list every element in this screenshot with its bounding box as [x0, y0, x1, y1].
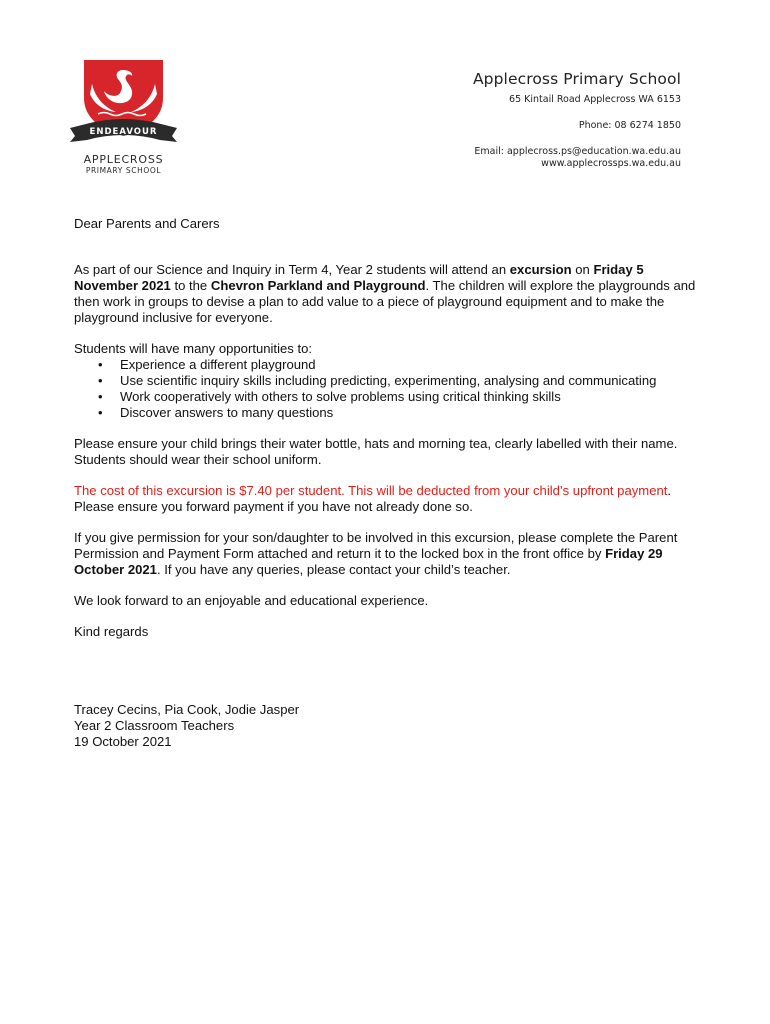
letter-date: 19 October 2021: [74, 734, 172, 749]
school-address: 65 Kintail Road Applecross WA 6153: [509, 94, 681, 105]
crest-year: 1905: [114, 142, 133, 150]
intro-text: on: [571, 262, 594, 277]
permission-paragraph: [74, 530, 704, 578]
list-item: • Experience a different playground: [120, 357, 704, 373]
opportunities-list: [74, 357, 704, 421]
closing-paragraph: We look forward to an enjoyable and educational experience.: [74, 593, 429, 608]
signatory-names: Tracey Cecins, Pia Cook, Jodie Jasper: [74, 702, 300, 717]
excursion-date: Friday 5 November 2021: [74, 262, 644, 293]
intro-text: to the: [170, 278, 211, 293]
cost-notice: The cost of this excursion is $7.40 per student. This will be deducted from your child’s upfront payment: [74, 483, 668, 498]
school-contact-block: [473, 70, 681, 170]
excursion-emphasis: excursion: [509, 262, 572, 277]
closing-regards: Kind regards: [74, 624, 149, 639]
signature-block: [74, 702, 704, 750]
signatory-role: Year 2 Classroom Teachers: [74, 718, 235, 733]
bring-items-paragraph: Please ensure your child brings their water bottle, hats and morning tea, clearly labelled with their name. Students should wear their school uniform.: [74, 436, 678, 467]
school-email: Email: applecross.ps@education.wa.edu.au: [474, 146, 681, 157]
crest-name-line1: APPLECROSS: [83, 153, 164, 166]
opportunities-intro: Students will have many opportunities to:: [74, 341, 313, 356]
permission-text: If you give permission for your son/daughter to be involved in this excursion, please complete the Parent Permission and Payment Form attached and return it to the locked box in the front office by: [74, 530, 678, 561]
intro-text: As part of our Science and Inquiry in Term 4, Year 2 students will attend an: [74, 262, 510, 277]
cost-paragraph: [74, 483, 704, 515]
list-item: • Use scientific inquiry skills including predicting, experimenting, analysing and communicating: [120, 373, 704, 389]
school-website: www.applecrossps.wa.edu.au: [541, 158, 681, 169]
payment-note: . Please ensure you forward payment if you have not already done so.: [74, 483, 672, 514]
crest-name-line2: PRIMARY SCHOOL: [85, 166, 162, 175]
intro-text: . The children will explore the playgrounds and then work in groups to devise a plan to add value to a piece of playground equipment and to make the playground inclusive for everyone.: [74, 278, 696, 325]
school-phone: Phone: 08 6274 1850: [578, 120, 681, 131]
permission-text: . If you have any queries, please contact your child’s teacher.: [156, 562, 511, 577]
excursion-location: Chevron Parkland and Playground: [210, 278, 426, 293]
intro-paragraph: [74, 262, 704, 326]
school-crest-logo: [66, 56, 181, 176]
list-item: • Work cooperatively with others to solve problems using critical thinking skills: [120, 389, 704, 405]
school-name: Applecross Primary School: [472, 70, 681, 88]
return-deadline: Friday 29 October 2021: [74, 546, 663, 577]
salutation: Dear Parents and Carers: [74, 216, 220, 231]
crest-motto: ENDEAVOUR: [89, 127, 158, 137]
list-item: • Discover answers to many questions: [120, 405, 704, 421]
letter-body: [74, 216, 704, 750]
